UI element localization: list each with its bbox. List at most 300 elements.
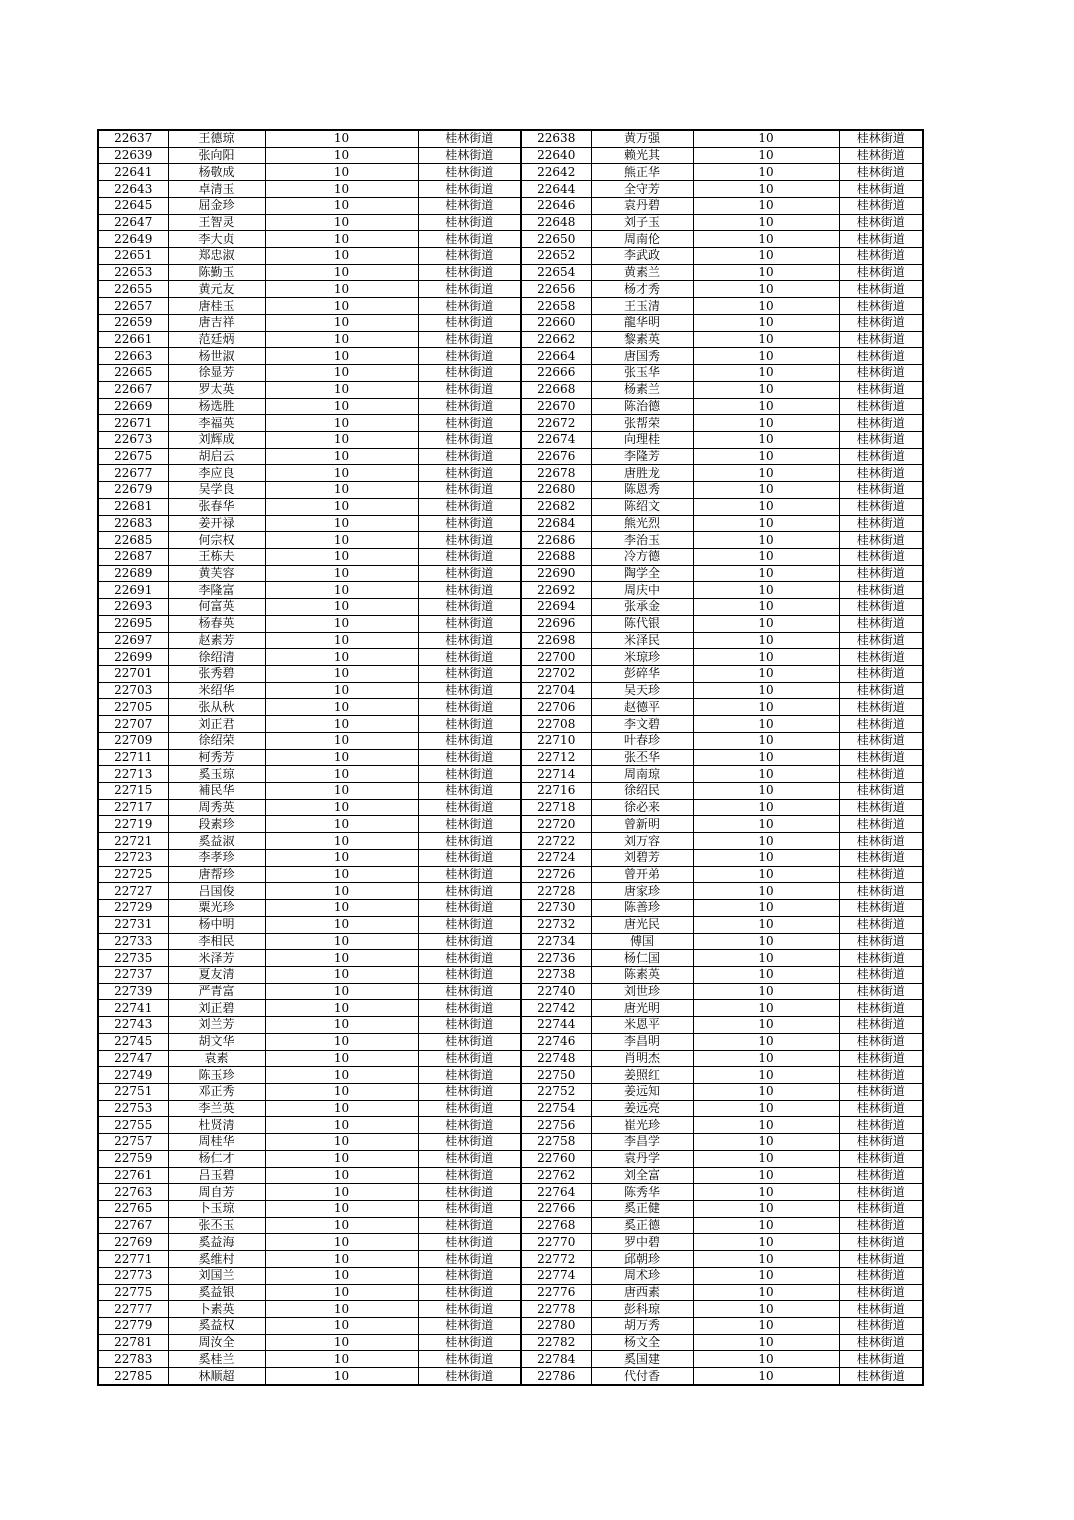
name-cell: 奚正健 [591, 1201, 693, 1218]
street-cell: 桂林街道 [418, 348, 521, 365]
street-cell: 桂林街道 [839, 348, 923, 365]
table-row [98, 983, 923, 1000]
id-cell: 22658 [521, 298, 591, 315]
street-cell: 桂林街道 [418, 164, 521, 181]
table-row [98, 1167, 923, 1184]
id-cell: 22671 [98, 415, 168, 432]
name-cell: 熊光烈 [591, 515, 693, 532]
street-cell: 桂林街道 [418, 1067, 521, 1084]
name-cell: 刘世珍 [591, 983, 693, 1000]
name-cell: 陈勤玉 [168, 264, 265, 281]
name-cell: 刘万容 [591, 833, 693, 850]
table-row [98, 1033, 923, 1050]
street-cell: 桂林街道 [418, 833, 521, 850]
table-row [98, 365, 923, 382]
amount-cell: 10 [693, 565, 839, 582]
id-cell: 22643 [98, 181, 168, 198]
street-cell: 桂林街道 [418, 900, 521, 917]
street-cell: 桂林街道 [839, 1000, 923, 1017]
amount-cell: 10 [265, 147, 418, 164]
amount-cell: 10 [693, 615, 839, 632]
amount-cell: 10 [265, 197, 418, 214]
street-cell: 桂林街道 [839, 1334, 923, 1351]
id-cell: 22651 [98, 248, 168, 265]
name-cell: 唐桂玉 [168, 298, 265, 315]
table-row [98, 532, 923, 549]
name-cell: 袁丹碧 [591, 197, 693, 214]
amount-cell: 10 [693, 1301, 839, 1318]
name-cell: 杨才秀 [591, 281, 693, 298]
amount-cell: 10 [693, 749, 839, 766]
id-cell: 22767 [98, 1217, 168, 1234]
id-cell: 22693 [98, 599, 168, 616]
name-cell: 杨中明 [168, 916, 265, 933]
amount-cell: 10 [265, 1134, 418, 1151]
amount-cell: 10 [693, 883, 839, 900]
amount-cell: 10 [693, 398, 839, 415]
id-cell: 22683 [98, 515, 168, 532]
id-cell: 22644 [521, 181, 591, 198]
amount-cell: 10 [265, 883, 418, 900]
street-cell: 桂林街道 [418, 866, 521, 883]
id-cell: 22667 [98, 381, 168, 398]
street-cell: 桂林街道 [418, 1334, 521, 1351]
name-cell: 杨仁才 [168, 1150, 265, 1167]
street-cell: 桂林街道 [839, 164, 923, 181]
street-cell: 桂林街道 [839, 1251, 923, 1268]
id-cell: 22782 [521, 1334, 591, 1351]
street-cell: 桂林街道 [418, 231, 521, 248]
name-cell: 米泽芳 [168, 950, 265, 967]
id-cell: 22681 [98, 498, 168, 515]
street-cell: 桂林街道 [839, 866, 923, 883]
table-row [98, 966, 923, 983]
amount-cell: 10 [693, 415, 839, 432]
street-cell: 桂林街道 [839, 766, 923, 783]
table-row [98, 933, 923, 950]
street-cell: 桂林街道 [418, 197, 521, 214]
street-cell: 桂林街道 [839, 381, 923, 398]
street-cell: 桂林街道 [839, 716, 923, 733]
id-cell: 22711 [98, 749, 168, 766]
name-cell: 王智灵 [168, 214, 265, 231]
table-row [98, 1201, 923, 1218]
id-cell: 22653 [98, 264, 168, 281]
name-cell: 陈绍文 [591, 498, 693, 515]
name-cell: 奚维村 [168, 1251, 265, 1268]
table-row [98, 900, 923, 917]
amount-cell: 10 [693, 732, 839, 749]
street-cell: 桂林街道 [839, 732, 923, 749]
amount-cell: 10 [693, 482, 839, 499]
id-cell: 22722 [521, 833, 591, 850]
name-cell: 陶学全 [591, 565, 693, 582]
name-cell: 赖光其 [591, 147, 693, 164]
name-cell: 李隆富 [168, 582, 265, 599]
amount-cell: 10 [693, 365, 839, 382]
name-cell: 吴天珍 [591, 682, 693, 699]
street-cell: 桂林街道 [418, 1251, 521, 1268]
street-cell: 桂林街道 [418, 1184, 521, 1201]
id-cell: 22697 [98, 632, 168, 649]
amount-cell: 10 [693, 214, 839, 231]
name-cell: 段素珍 [168, 816, 265, 833]
street-cell: 桂林街道 [839, 1318, 923, 1335]
street-cell: 桂林街道 [839, 431, 923, 448]
name-cell: 张向阳 [168, 147, 265, 164]
name-cell: 龍华明 [591, 314, 693, 331]
amount-cell: 10 [693, 548, 839, 565]
amount-cell: 10 [265, 866, 418, 883]
id-cell: 22730 [521, 900, 591, 917]
id-cell: 22728 [521, 883, 591, 900]
name-cell: 胡启云 [168, 448, 265, 465]
amount-cell: 10 [693, 699, 839, 716]
id-cell: 22639 [98, 147, 168, 164]
street-cell: 桂林街道 [839, 548, 923, 565]
street-cell: 桂林街道 [418, 298, 521, 315]
street-cell: 桂林街道 [418, 1100, 521, 1117]
table-row [98, 482, 923, 499]
street-cell: 桂林街道 [839, 933, 923, 950]
name-cell: 周庆中 [591, 582, 693, 599]
name-cell: 王栋夫 [168, 548, 265, 565]
street-cell: 桂林街道 [839, 950, 923, 967]
amount-cell: 10 [693, 582, 839, 599]
street-cell: 桂林街道 [839, 1301, 923, 1318]
id-cell: 22778 [521, 1301, 591, 1318]
id-cell: 22715 [98, 783, 168, 800]
name-cell: 周南伦 [591, 231, 693, 248]
street-cell: 桂林街道 [839, 1201, 923, 1218]
street-cell: 桂林街道 [839, 1150, 923, 1167]
street-cell: 桂林街道 [839, 582, 923, 599]
street-cell: 桂林街道 [839, 649, 923, 666]
name-cell: 陈治德 [591, 398, 693, 415]
street-cell: 桂林街道 [839, 515, 923, 532]
table-row [98, 1117, 923, 1134]
name-cell: 郑忠淑 [168, 248, 265, 265]
table-row [98, 816, 923, 833]
name-cell: 周南琼 [591, 766, 693, 783]
id-cell: 22757 [98, 1134, 168, 1151]
table-row [98, 548, 923, 565]
id-cell: 22710 [521, 732, 591, 749]
table-row [98, 298, 923, 315]
id-cell: 22785 [98, 1368, 168, 1385]
amount-cell: 10 [693, 147, 839, 164]
street-cell: 桂林街道 [839, 1167, 923, 1184]
amount-cell: 10 [693, 1083, 839, 1100]
street-cell: 桂林街道 [839, 130, 923, 147]
name-cell: 叶春珍 [591, 732, 693, 749]
name-cell: 李相民 [168, 933, 265, 950]
id-cell: 22648 [521, 214, 591, 231]
name-cell: 徐显芳 [168, 365, 265, 382]
amount-cell: 10 [693, 950, 839, 967]
street-cell: 桂林街道 [418, 1217, 521, 1234]
street-cell: 桂林街道 [418, 1017, 521, 1034]
name-cell: 杨仁国 [591, 950, 693, 967]
amount-cell: 10 [693, 682, 839, 699]
id-cell: 22701 [98, 666, 168, 683]
id-cell: 22752 [521, 1083, 591, 1100]
id-cell: 22784 [521, 1351, 591, 1368]
id-cell: 22700 [521, 649, 591, 666]
amount-cell: 10 [693, 716, 839, 733]
amount-cell: 10 [693, 298, 839, 315]
street-cell: 桂林街道 [418, 314, 521, 331]
street-cell: 桂林街道 [418, 448, 521, 465]
table-row [98, 1000, 923, 1017]
name-cell: 李孝珍 [168, 849, 265, 866]
table-row [98, 766, 923, 783]
amount-cell: 10 [265, 365, 418, 382]
amount-cell: 10 [693, 465, 839, 482]
name-cell: 唐光民 [591, 916, 693, 933]
amount-cell: 10 [265, 532, 418, 549]
id-cell: 22766 [521, 1201, 591, 1218]
amount-cell: 10 [265, 482, 418, 499]
table-row [98, 615, 923, 632]
id-cell: 22678 [521, 465, 591, 482]
id-cell: 22762 [521, 1167, 591, 1184]
amount-cell: 10 [265, 515, 418, 532]
table-row [98, 883, 923, 900]
name-cell: 徐绍民 [591, 783, 693, 800]
amount-cell: 10 [265, 130, 418, 147]
name-cell: 卜玉琼 [168, 1201, 265, 1218]
table-row [98, 599, 923, 616]
amount-cell: 10 [693, 164, 839, 181]
id-cell: 22685 [98, 532, 168, 549]
amount-cell: 10 [693, 900, 839, 917]
amount-cell: 10 [265, 1000, 418, 1017]
amount-cell: 10 [693, 314, 839, 331]
name-cell: 彭碎华 [591, 666, 693, 683]
table-row [98, 331, 923, 348]
id-cell: 22729 [98, 900, 168, 917]
name-cell: 黄芙容 [168, 565, 265, 582]
street-cell: 桂林街道 [839, 365, 923, 382]
street-cell: 桂林街道 [418, 1033, 521, 1050]
id-cell: 22725 [98, 866, 168, 883]
street-cell: 桂林街道 [839, 147, 923, 164]
name-cell: 张帮荣 [591, 415, 693, 432]
name-cell: 唐吉祥 [168, 314, 265, 331]
table-row [98, 231, 923, 248]
table-row [98, 1083, 923, 1100]
name-cell: 李文碧 [591, 716, 693, 733]
street-cell: 桂林街道 [418, 1351, 521, 1368]
id-cell: 22684 [521, 515, 591, 532]
name-cell: 姜照红 [591, 1067, 693, 1084]
amount-cell: 10 [265, 1117, 418, 1134]
table-row [98, 950, 923, 967]
amount-cell: 10 [693, 532, 839, 549]
name-cell: 吴学良 [168, 482, 265, 499]
street-cell: 桂林街道 [839, 682, 923, 699]
id-cell: 22748 [521, 1050, 591, 1067]
street-cell: 桂林街道 [839, 197, 923, 214]
amount-cell: 10 [265, 231, 418, 248]
amount-cell: 10 [693, 866, 839, 883]
street-cell: 桂林街道 [418, 431, 521, 448]
amount-cell: 10 [693, 1100, 839, 1117]
name-cell: 姜远知 [591, 1083, 693, 1100]
amount-cell: 10 [693, 1234, 839, 1251]
name-cell: 肖明杰 [591, 1050, 693, 1067]
street-cell: 桂林街道 [418, 1134, 521, 1151]
id-cell: 22780 [521, 1318, 591, 1335]
street-cell: 桂林街道 [418, 548, 521, 565]
amount-cell: 10 [265, 1351, 418, 1368]
street-cell: 桂林街道 [839, 833, 923, 850]
name-cell: 黄万强 [591, 130, 693, 147]
id-cell: 22734 [521, 933, 591, 950]
id-cell: 22663 [98, 348, 168, 365]
amount-cell: 10 [265, 1017, 418, 1034]
name-cell: 赵德平 [591, 699, 693, 716]
table-row [98, 699, 923, 716]
id-cell: 22736 [521, 950, 591, 967]
street-cell: 桂林街道 [839, 1368, 923, 1385]
street-cell: 桂林街道 [418, 1000, 521, 1017]
name-cell: 杨选胜 [168, 398, 265, 415]
amount-cell: 10 [693, 599, 839, 616]
id-cell: 22655 [98, 281, 168, 298]
street-cell: 桂林街道 [418, 214, 521, 231]
table-row [98, 147, 923, 164]
street-cell: 桂林街道 [418, 582, 521, 599]
table-row [98, 1017, 923, 1034]
name-cell: 冷方德 [591, 548, 693, 565]
id-cell: 22712 [521, 749, 591, 766]
name-cell: 唐国秀 [591, 348, 693, 365]
amount-cell: 10 [265, 799, 418, 816]
id-cell: 22724 [521, 849, 591, 866]
name-cell: 陈秀华 [591, 1184, 693, 1201]
table-row [98, 1251, 923, 1268]
name-cell: 刘兰芳 [168, 1017, 265, 1034]
amount-cell: 10 [693, 1284, 839, 1301]
id-cell: 22759 [98, 1150, 168, 1167]
amount-cell: 10 [693, 1251, 839, 1268]
id-cell: 22695 [98, 615, 168, 632]
table-row [98, 565, 923, 582]
name-cell: 奚益银 [168, 1284, 265, 1301]
amount-cell: 10 [265, 1284, 418, 1301]
table-row [98, 682, 923, 699]
street-cell: 桂林街道 [839, 883, 923, 900]
id-cell: 22761 [98, 1167, 168, 1184]
street-cell: 桂林街道 [418, 716, 521, 733]
name-cell: 奚国建 [591, 1351, 693, 1368]
name-cell: 范廷炳 [168, 331, 265, 348]
id-cell: 22777 [98, 1301, 168, 1318]
amount-cell: 10 [265, 565, 418, 582]
amount-cell: 10 [265, 431, 418, 448]
amount-cell: 10 [693, 515, 839, 532]
id-cell: 22764 [521, 1184, 591, 1201]
name-cell: 刘全富 [591, 1167, 693, 1184]
name-cell: 胡万秀 [591, 1318, 693, 1335]
amount-cell: 10 [265, 833, 418, 850]
table-row [98, 1150, 923, 1167]
table-row [98, 783, 923, 800]
amount-cell: 10 [265, 1067, 418, 1084]
name-cell: 邓正秀 [168, 1083, 265, 1100]
name-cell: 李治玉 [591, 532, 693, 549]
table-row [98, 181, 923, 198]
table-row [98, 348, 923, 365]
table-row [98, 1368, 923, 1385]
street-cell: 桂林街道 [839, 983, 923, 1000]
id-cell: 22659 [98, 314, 168, 331]
amount-cell: 10 [265, 599, 418, 616]
id-cell: 22656 [521, 281, 591, 298]
table-row [98, 582, 923, 599]
id-cell: 22751 [98, 1083, 168, 1100]
amount-cell: 10 [265, 548, 418, 565]
table-row [98, 833, 923, 850]
name-cell: 周秀英 [168, 799, 265, 816]
id-cell: 22781 [98, 1334, 168, 1351]
id-cell: 22703 [98, 682, 168, 699]
id-cell: 22783 [98, 1351, 168, 1368]
street-cell: 桂林街道 [839, 248, 923, 265]
name-cell: 補民华 [168, 783, 265, 800]
name-cell: 彭科琼 [591, 1301, 693, 1318]
amount-cell: 10 [265, 214, 418, 231]
table-row [98, 248, 923, 265]
id-cell: 22673 [98, 431, 168, 448]
table-row [98, 1234, 923, 1251]
id-cell: 22755 [98, 1117, 168, 1134]
name-cell: 赵素芳 [168, 632, 265, 649]
amount-cell: 10 [693, 783, 839, 800]
amount-cell: 10 [265, 1301, 418, 1318]
street-cell: 桂林街道 [839, 181, 923, 198]
name-cell: 代付香 [591, 1368, 693, 1385]
id-cell: 22754 [521, 1100, 591, 1117]
name-cell: 崔光珍 [591, 1117, 693, 1134]
amount-cell: 10 [265, 582, 418, 599]
id-cell: 22765 [98, 1201, 168, 1218]
id-cell: 22731 [98, 916, 168, 933]
amount-cell: 10 [693, 1134, 839, 1151]
id-cell: 22739 [98, 983, 168, 1000]
id-cell: 22686 [521, 532, 591, 549]
id-cell: 22774 [521, 1267, 591, 1284]
amount-cell: 10 [693, 1201, 839, 1218]
id-cell: 22732 [521, 916, 591, 933]
name-cell: 全守芳 [591, 181, 693, 198]
amount-cell: 10 [265, 498, 418, 515]
id-cell: 22726 [521, 866, 591, 883]
name-cell: 柯秀芳 [168, 749, 265, 766]
street-cell: 桂林街道 [418, 381, 521, 398]
name-cell: 粟光珍 [168, 900, 265, 917]
name-cell: 杨世淑 [168, 348, 265, 365]
amount-cell: 10 [265, 649, 418, 666]
name-cell: 奚益海 [168, 1234, 265, 1251]
id-cell: 22638 [521, 130, 591, 147]
street-cell: 桂林街道 [418, 749, 521, 766]
name-cell: 袁丹学 [591, 1150, 693, 1167]
street-cell: 桂林街道 [839, 916, 923, 933]
amount-cell: 10 [265, 1184, 418, 1201]
